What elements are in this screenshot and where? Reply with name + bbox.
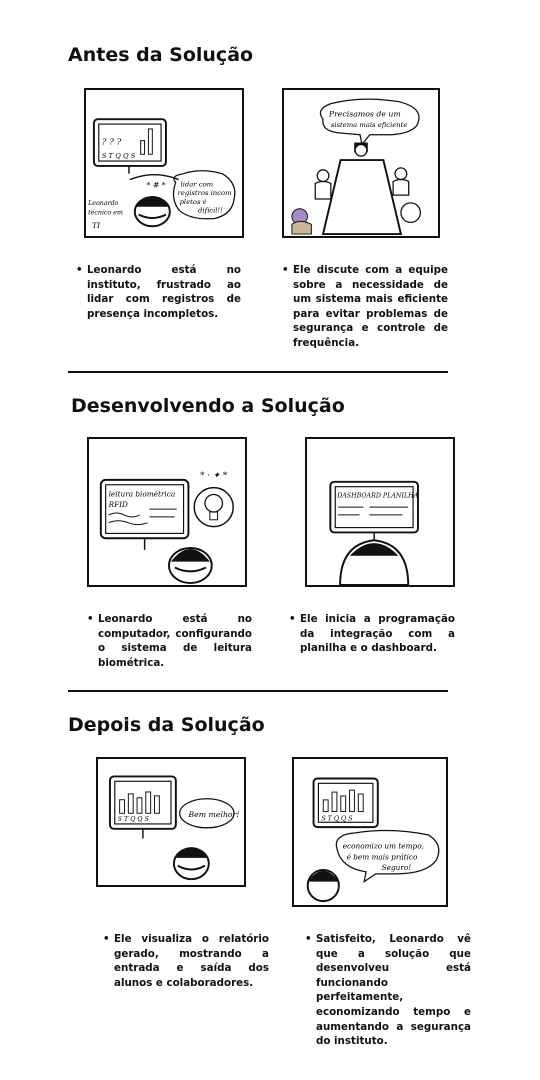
svg-text:* # *: * # * — [146, 180, 166, 190]
svg-text:Leonardo: Leonardo — [88, 199, 119, 207]
comic-panel-satisfied — [292, 757, 448, 907]
svg-text:* · ✦ *: * · ✦ * — [200, 470, 228, 481]
svg-text:sistema mais eficiente: sistema mais eficiente — [330, 120, 408, 129]
svg-text:Seguro!: Seguro! — [381, 862, 412, 872]
screen-marks: ? ? ? — [101, 137, 122, 148]
caption-frustrated — [76, 263, 241, 321]
section-title-developing: Desenvolvendo a Solução — [71, 395, 345, 417]
caption-text: • Ele discute com a equipe sobre a necessidade de um sistema mais eficiente para evitar problemas de segurança e controle de frequência. — [282, 263, 448, 351]
caption-configuring — [87, 612, 252, 670]
section-title-before: Antes da Solução — [68, 44, 254, 66]
svg-text:DASHBOARD PLANILHA: DASHBOARD PLANILHA — [337, 492, 419, 500]
configuring-scene-illustration — [89, 439, 245, 585]
screen-days: S T Q Q S — [117, 816, 149, 824]
report-scene-illustration — [98, 759, 244, 885]
caption-text: • Leonardo está no instituto, frustrado ao lidar com registros de presença incompletos. — [76, 263, 241, 321]
section-divider — [68, 690, 448, 692]
comic-panel-report — [96, 757, 246, 887]
comic-panel-meeting — [282, 88, 440, 238]
frustrated-scene-illustration — [86, 90, 242, 236]
comic-panel-frustrated — [84, 88, 244, 238]
screen-days: S T Q Q S — [321, 815, 353, 823]
caption-text: • Satisfeito, Leonardo vê que a solução que desenvolveu está funcionando perfeitamente, economizando tempo e aumentando a segurança do instituto. — [305, 932, 471, 1049]
caption-text: • Ele visualiza o relatório gerado, mostrando a entrada e saída dos alunos e colaboradores. — [103, 932, 269, 990]
caption-text: • Ele inicia a programação da integração com a planilha e o dashboard. — [289, 612, 455, 656]
programming-scene-illustration — [307, 439, 453, 585]
caption-report — [103, 932, 269, 990]
svg-text:Bem melhor!: Bem melhor! — [188, 810, 240, 820]
svg-text:leitura biométrica: leitura biométrica — [108, 489, 176, 499]
svg-text:RFID: RFID — [108, 500, 128, 510]
svg-text:economizo um tempo,: economizo um tempo, — [342, 841, 424, 851]
svg-text:técnico em: técnico em — [88, 209, 124, 217]
section-divider — [68, 371, 448, 373]
satisfied-scene-illustration — [294, 759, 446, 905]
meeting-scene-illustration — [284, 90, 438, 236]
svg-text:difícil!!: difícil!! — [198, 206, 223, 215]
caption-text: • Leonardo está no computador, configurando o sistema de leitura biométrica. — [87, 612, 252, 670]
caption-programming — [289, 612, 455, 656]
comic-panel-configuring — [87, 437, 247, 587]
svg-text:pletos é: pletos é — [179, 197, 207, 206]
caption-meeting — [282, 263, 448, 351]
comic-panel-programming — [305, 437, 455, 587]
svg-text:é bem mais prático: é bem mais prático — [346, 852, 418, 862]
svg-text:registros incom: registros incom — [177, 189, 232, 198]
svg-text:TI: TI — [91, 221, 101, 231]
section-title-after: Depois da Solução — [68, 714, 265, 736]
caption-satisfied — [305, 932, 471, 1049]
svg-text:Precisamos de um: Precisamos de um — [328, 109, 401, 119]
svg-text:lidar com: lidar com — [180, 180, 214, 189]
screen-days: S T Q Q S — [101, 152, 136, 161]
